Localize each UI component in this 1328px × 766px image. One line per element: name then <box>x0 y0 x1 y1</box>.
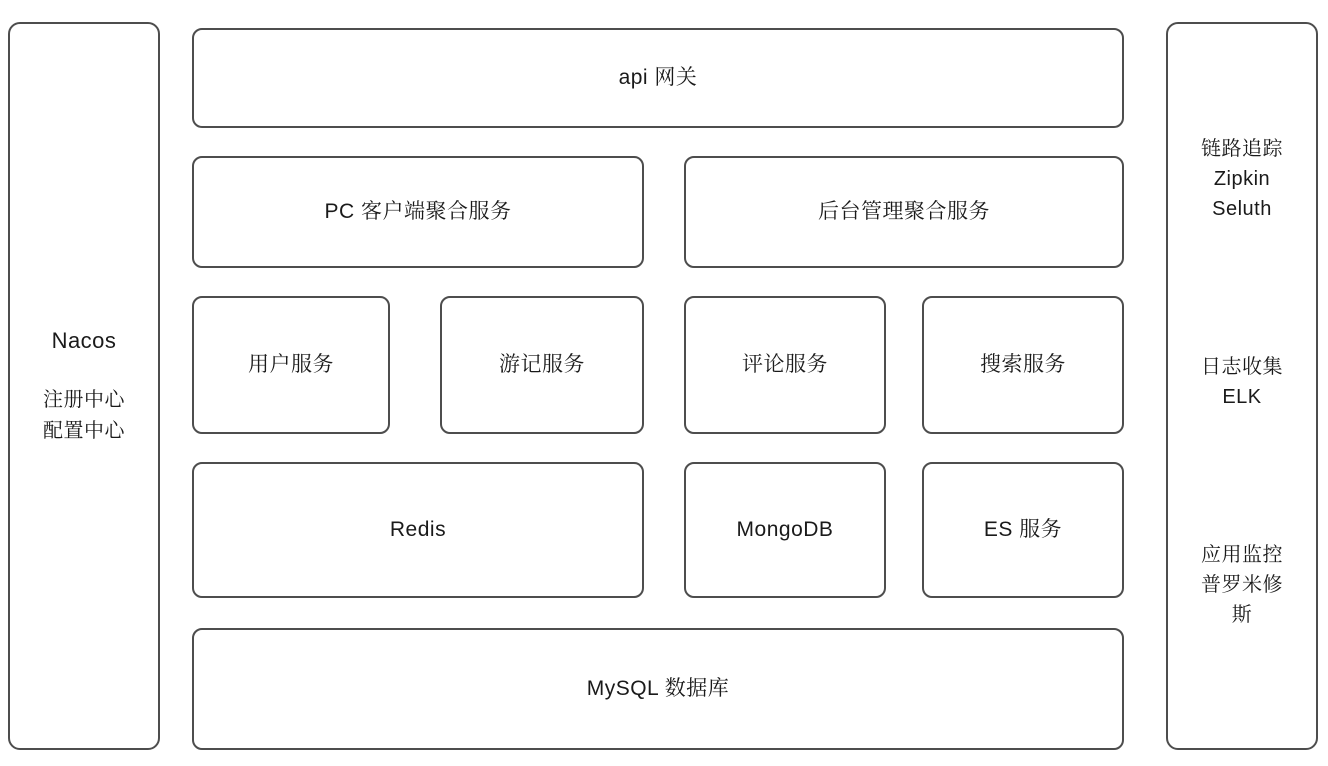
mongodb-label: MongoDB <box>736 517 834 541</box>
group-monitoring <box>1174 540 1310 630</box>
api-gateway-label: api 网关 <box>618 65 698 89</box>
block-search-service[interactable] <box>922 296 1124 434</box>
block-admin-aggregation-service[interactable] <box>684 156 1124 268</box>
group-tracing <box>1174 134 1310 224</box>
travel-note-service-label: 游记服务 <box>499 352 585 376</box>
block-nacos[interactable] <box>8 22 160 750</box>
block-user-service[interactable] <box>192 296 390 434</box>
block-travel-note-service[interactable] <box>440 296 644 434</box>
tracing-label-3: Seluth <box>1212 198 1272 220</box>
admin-aggregation-label: 后台管理聚合服务 <box>818 199 990 223</box>
comment-service-label: 评论服务 <box>742 352 828 376</box>
monitoring-label-3: 斯 <box>1231 604 1253 626</box>
nacos-subtitle-1: 注册中心 <box>43 388 125 411</box>
redis-label: Redis <box>389 517 447 541</box>
nacos-title: Nacos <box>51 328 117 354</box>
group-logging <box>1174 352 1310 412</box>
block-es-service[interactable] <box>922 462 1124 598</box>
search-service-label: 搜索服务 <box>980 352 1066 376</box>
monitoring-label-1: 应用监控 <box>1201 544 1283 566</box>
block-pc-client-aggregation-service[interactable] <box>192 156 644 268</box>
block-observability-rail[interactable] <box>1166 22 1318 750</box>
block-api-gateway[interactable] <box>192 28 1124 128</box>
logging-label-2: ELK <box>1222 386 1262 408</box>
mysql-label: MySQL 数据库 <box>586 676 730 700</box>
user-service-label: 用户服务 <box>248 352 334 376</box>
block-redis[interactable] <box>192 462 644 598</box>
block-comment-service[interactable] <box>684 296 886 434</box>
nacos-subtitle-2: 配置中心 <box>43 419 125 442</box>
block-mongodb[interactable] <box>684 462 886 598</box>
monitoring-label-2: 普罗米修 <box>1201 574 1283 596</box>
es-service-label: ES 服务 <box>983 517 1063 541</box>
tracing-label-2: Zipkin <box>1213 168 1271 190</box>
logging-label-1: 日志收集 <box>1201 356 1283 378</box>
pc-aggregation-label: PC 客户端聚合服务 <box>324 199 512 223</box>
tracing-label-1: 链路追踪 <box>1201 138 1283 160</box>
block-mysql-database[interactable] <box>192 628 1124 750</box>
